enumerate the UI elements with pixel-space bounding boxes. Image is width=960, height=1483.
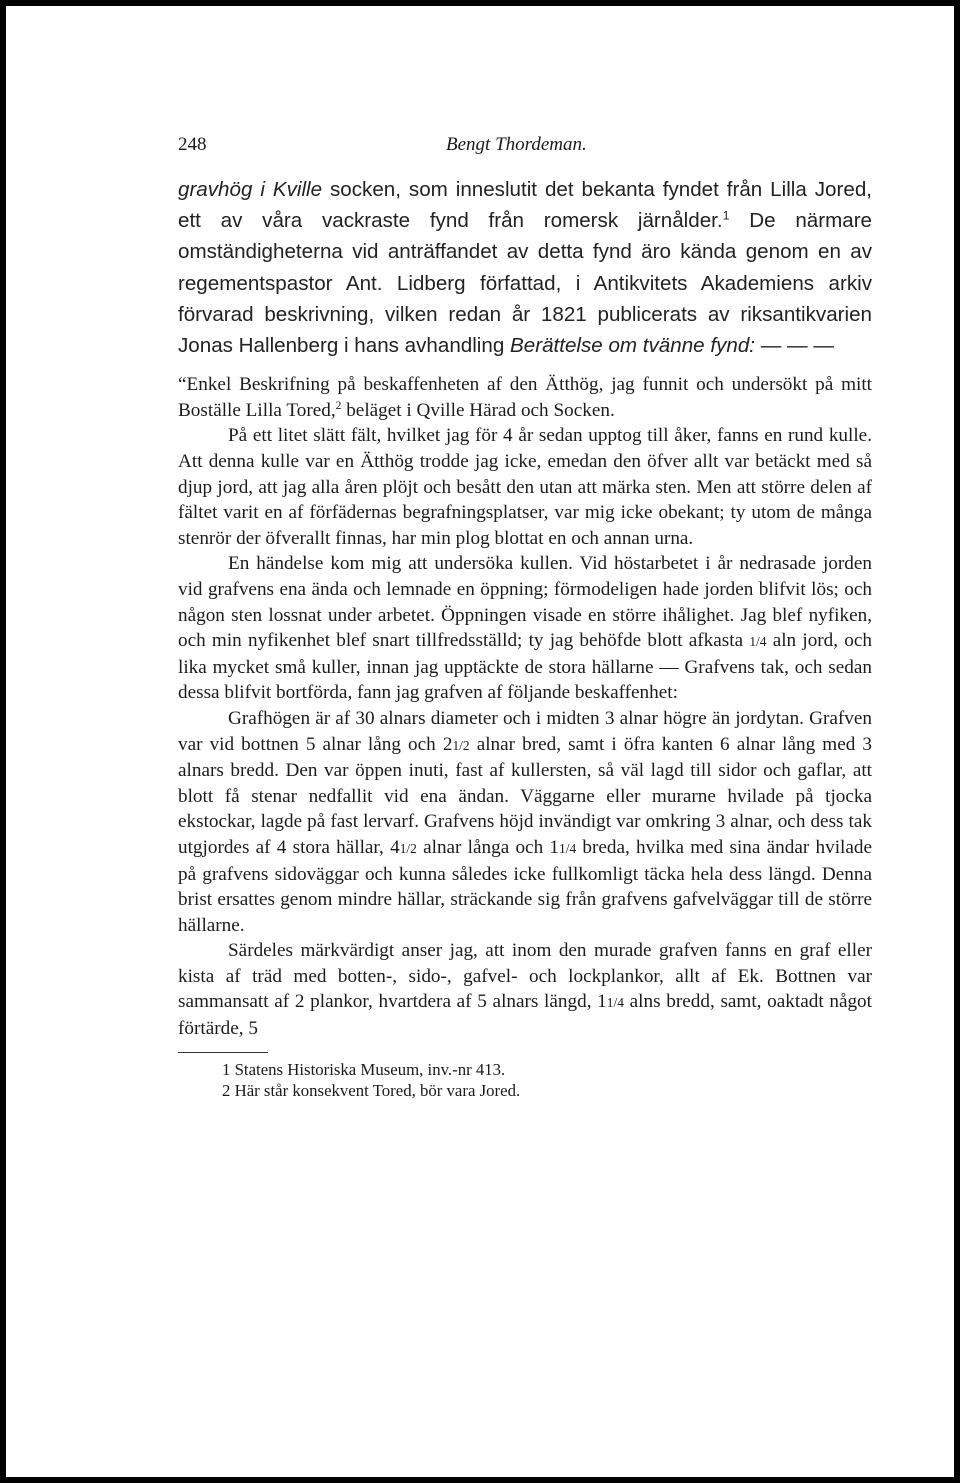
running-head-author: Bengt Thordeman. (446, 134, 587, 155)
intro-italic-start: gravhög i Kville (178, 178, 323, 201)
fraction: 1/4 (606, 995, 624, 1011)
fraction: 1/2 (452, 737, 470, 753)
footnote-1 (222, 1059, 872, 1080)
quote-p4-text-c: alnar långa och 1 (416, 836, 559, 858)
intro-text-1: socken, som inneslutit det bekanta fyndet från Lilla Jored, ett av våra vackraste fynd från romersk järnålder. (178, 178, 872, 233)
intro-text-2: De närmare omständigheterna vid anträffandet av detta fynd äro kända genom en av regementspastor Ant. Lidberg författad, i Antikvitets Akademiens arkiv förvarad beskrivning, vilken redan år 1821 publicerats av riksantikvarien Jonas Hallenberg i hans avhandling (178, 209, 872, 358)
footnote-ref-1[interactable]: 1 (722, 208, 730, 223)
quote-paragraph-2: På ett litet slätt fält, hvilket jag för 4 år sedan upptog till åker, fanns en rund kulle. Att denna kulle var en Ätthög trodde jag icke, emedan den öfver allt var betäckt med så djup jord, att jag alla åren plöjt och besått den utan att märka sten. Men att större delen af fältet varit en af förfädernas begrafningsplatser, var mig icke obekant; ty utom de många stenrör der öfverallt finnas, har min plog blottat en och annan urna. (178, 425, 872, 549)
quote-p4-text-b: alnar bred, samt i öfra kanten 6 alnar lång med 3 alnars bredd. Den var öppen inuti, fast af kullersten, så väl lagd till sidor och gaflar, att blott få stenar nedfallit vid ena ändan. Väggarne eller murarne hvilade på tjocka ekstockar, lagde på fast lervarf. Grafvens höjd invändigt var omkring 3 alnar, och dess tak utgjordes af 4 stora hällar, 4 (178, 733, 872, 858)
footnotes (178, 1059, 872, 1101)
quote-paragraph-4 (178, 706, 872, 938)
page-sheet (6, 6, 954, 1477)
footnote-divider (178, 1052, 268, 1053)
footnote-mark: 1 (222, 1059, 231, 1079)
page-number: 248 (178, 134, 207, 155)
footnote-text: Här står konsekvent Tored, bör vara Jored. (230, 1080, 521, 1100)
quote-p1-text: “Enkel Beskrifning på beskaffenheten af den Ätthög, jag funnit och undersökt på mitt Boställe Lilla Tored, (178, 374, 872, 421)
footnote-ref-2[interactable]: 2 (335, 399, 342, 412)
quote-p5-text-b: alns bredd, samt, oaktadt något förtärde, 5 (178, 991, 872, 1040)
quoted-report (178, 372, 872, 1041)
quote-p4-text-d: breda, hvilka med sina ändar hvilade på grafvens sidoväggar och kunna således icke fullkomligt täcka hela dess längd. Denna brist ersattes genom mindre hällar, sträckande sig från grafvens gafvelväggar till de större hällarne. (178, 836, 872, 936)
footnote-mark: 2 (222, 1080, 231, 1100)
quote-p4-text-a: Grafhögen är af 30 alnars diameter och i midten 3 alnar högre än jordytan. Grafven var vid bottnen 5 alnar lång och 2 (178, 707, 872, 755)
quote-paragraph-1 (178, 372, 872, 423)
footnote-text: Statens Historiska Museum, inv.-nr 413. (230, 1059, 506, 1079)
running-header (178, 134, 872, 174)
quote-p1-text-end: beläget i Qville Härad och Socken. (341, 399, 615, 421)
quote-p3-text-end: aln jord, och lika mycket små kuller, innan jag upptäckte de stora hällarne — Grafvens tak, och sedan dessa blifvit bortförda, fann jag grafven af följande beskaffenhet: (178, 630, 872, 704)
fraction: 1/4 (559, 840, 577, 856)
fraction: 1/2 (399, 840, 417, 856)
quote-paragraph-5 (178, 938, 872, 1041)
quote-paragraph-3 (178, 551, 872, 706)
book-page (178, 134, 872, 1101)
footnote-2 (222, 1080, 872, 1101)
intro-italic-title: Berättelse om tvänne fynd: (510, 334, 755, 358)
intro-dashes: — — — (755, 334, 834, 358)
intro-paragraph (178, 174, 872, 361)
fraction: 1/4 (749, 634, 767, 650)
quote-p3-text: En händelse kom mig att undersöka kullen. Vid höstarbetet i år nedrasade jorden vid grafvens ena ända och lemnade en öppning; förmodeligen hade jorden blifvit lös; och någon sten lossnat under arbetet. Öppningen visade en större ihålighet. Jag blef nyfiken, och min nyfikenhet blef snart tillfredsställd; ty jag behöfde blott afkasta (178, 553, 872, 652)
quote-p5-text-a: Särdeles märkvärdigt anser jag, att inom den murade grafven fanns en graf eller kista af träd med botten-, sido-, gafvel- och lockplankor, allt af Ek. Bottnen var sammansatt af 2 plankor, hvartdera af 5 alnars längd, 1 (178, 940, 872, 1013)
